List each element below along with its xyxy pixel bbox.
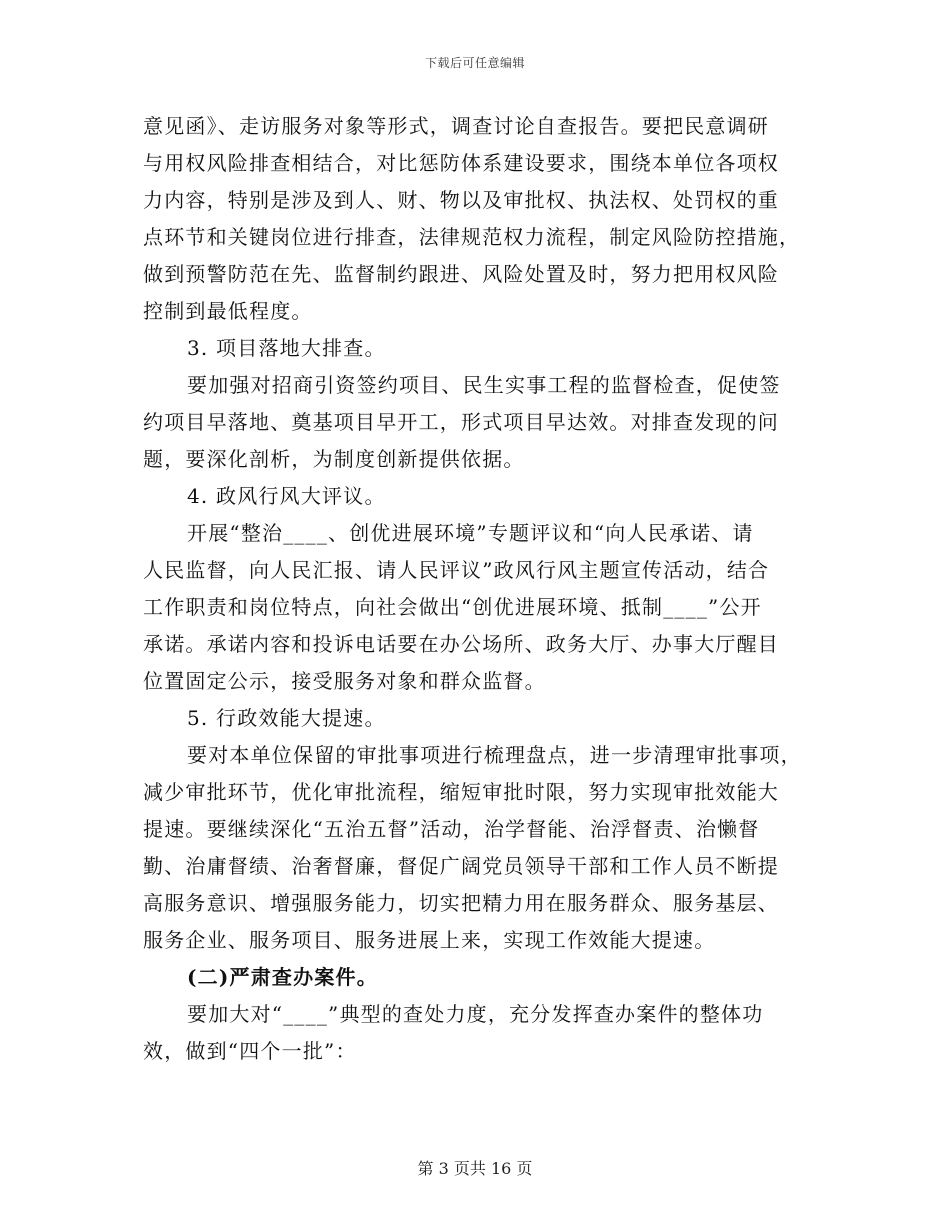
- text-line: 要加大对“____”典型的查处力度，充分发挥查办案件的整体功: [187, 1002, 764, 1026]
- paragraph-1: [143, 108, 809, 330]
- text-line: 人民监督，向人民汇报、请人民评议”政风行风主题宣传活动，结合: [143, 558, 770, 582]
- paragraph-4: [143, 737, 809, 959]
- text-line: 工作职责和岗位特点，向社会做出“创优进展环境、抵制____”公开: [143, 595, 762, 619]
- page-header: 下载后可任意编辑: [424, 56, 525, 70]
- paragraph-2: [143, 367, 809, 478]
- paragraph-5: [143, 996, 809, 1070]
- text-line: 做到预警防范在先、监督制约跟进、风险处置及时，努力把用权风险: [143, 262, 779, 286]
- text-line: 承诺。承诺内容和投诉电话要在办公场所、政务大厅、办事大厅醒目: [143, 632, 779, 656]
- text-line: 提速。要继续深化“五治五督”活动，治学督能、治浮督责、治懒督: [143, 817, 760, 841]
- heading-item-4: 4. 政风行风大评议。: [187, 484, 386, 508]
- section-heading: (二)严肃查办案件。: [187, 965, 378, 989]
- text-line: 减少审批环节，优化审批流程，缩短审批时限，努力实现审批效能大: [143, 780, 779, 804]
- text-line: 约项目早落地、奠基项目早开工，形式项目早达效。对排查发现的问: [143, 410, 779, 434]
- text-line: 勤、治庸督绩、治奢督廉，督促广阔党员领导干部和工作人员不断提: [143, 854, 779, 878]
- text-line: 要加强对招商引资签约项目、民生实事工程的监督检查，促使签: [187, 373, 781, 397]
- text-line: 力内容，特别是涉及到人、财、物以及审批权、执法权、处罚权的重: [143, 188, 779, 212]
- text-line: 要对本单位保留的审批事项进行梳理盘点，进一步清理审批事项，: [187, 743, 802, 767]
- text-line: 开展“整治____、创优进展环境”专题评议和“向人民承诺、请: [187, 521, 754, 545]
- text-line: 点环节和关键岗位进行排查，法律规范权力流程，制定风险防控措施，: [143, 225, 801, 249]
- heading-item-5: 5. 行政效能大提速。: [187, 706, 386, 730]
- text-line: 效，做到“四个一批”：: [143, 1039, 357, 1063]
- text-line: 控制到最低程度。: [143, 299, 313, 323]
- text-line: 与用权风险排查相结合，对比惩防体系建设要求，围绕本单位各项权: [143, 151, 779, 175]
- document-body: [143, 108, 809, 1070]
- heading-item-3: 3. 项目落地大排查。: [187, 336, 386, 360]
- text-line: 位置固定公示，接受服务对象和群众监督。: [143, 669, 546, 693]
- text-line: 意见函》、走访服务对象等形式，调查讨论自查报告。要把民意调研: [143, 114, 769, 138]
- text-line: 服务企业、服务项目、服务进展上来，实现工作效能大提速。: [143, 928, 716, 952]
- paragraph-3: [143, 515, 809, 700]
- text-line: 题，要深化剖析，为制度创新提供依据。: [143, 447, 525, 471]
- page-footer: 第 3 页共 16 页: [417, 1159, 533, 1178]
- text-line: 高服务意识、增强服务能力，切实把精力用在服务群众、服务基层、: [143, 891, 779, 915]
